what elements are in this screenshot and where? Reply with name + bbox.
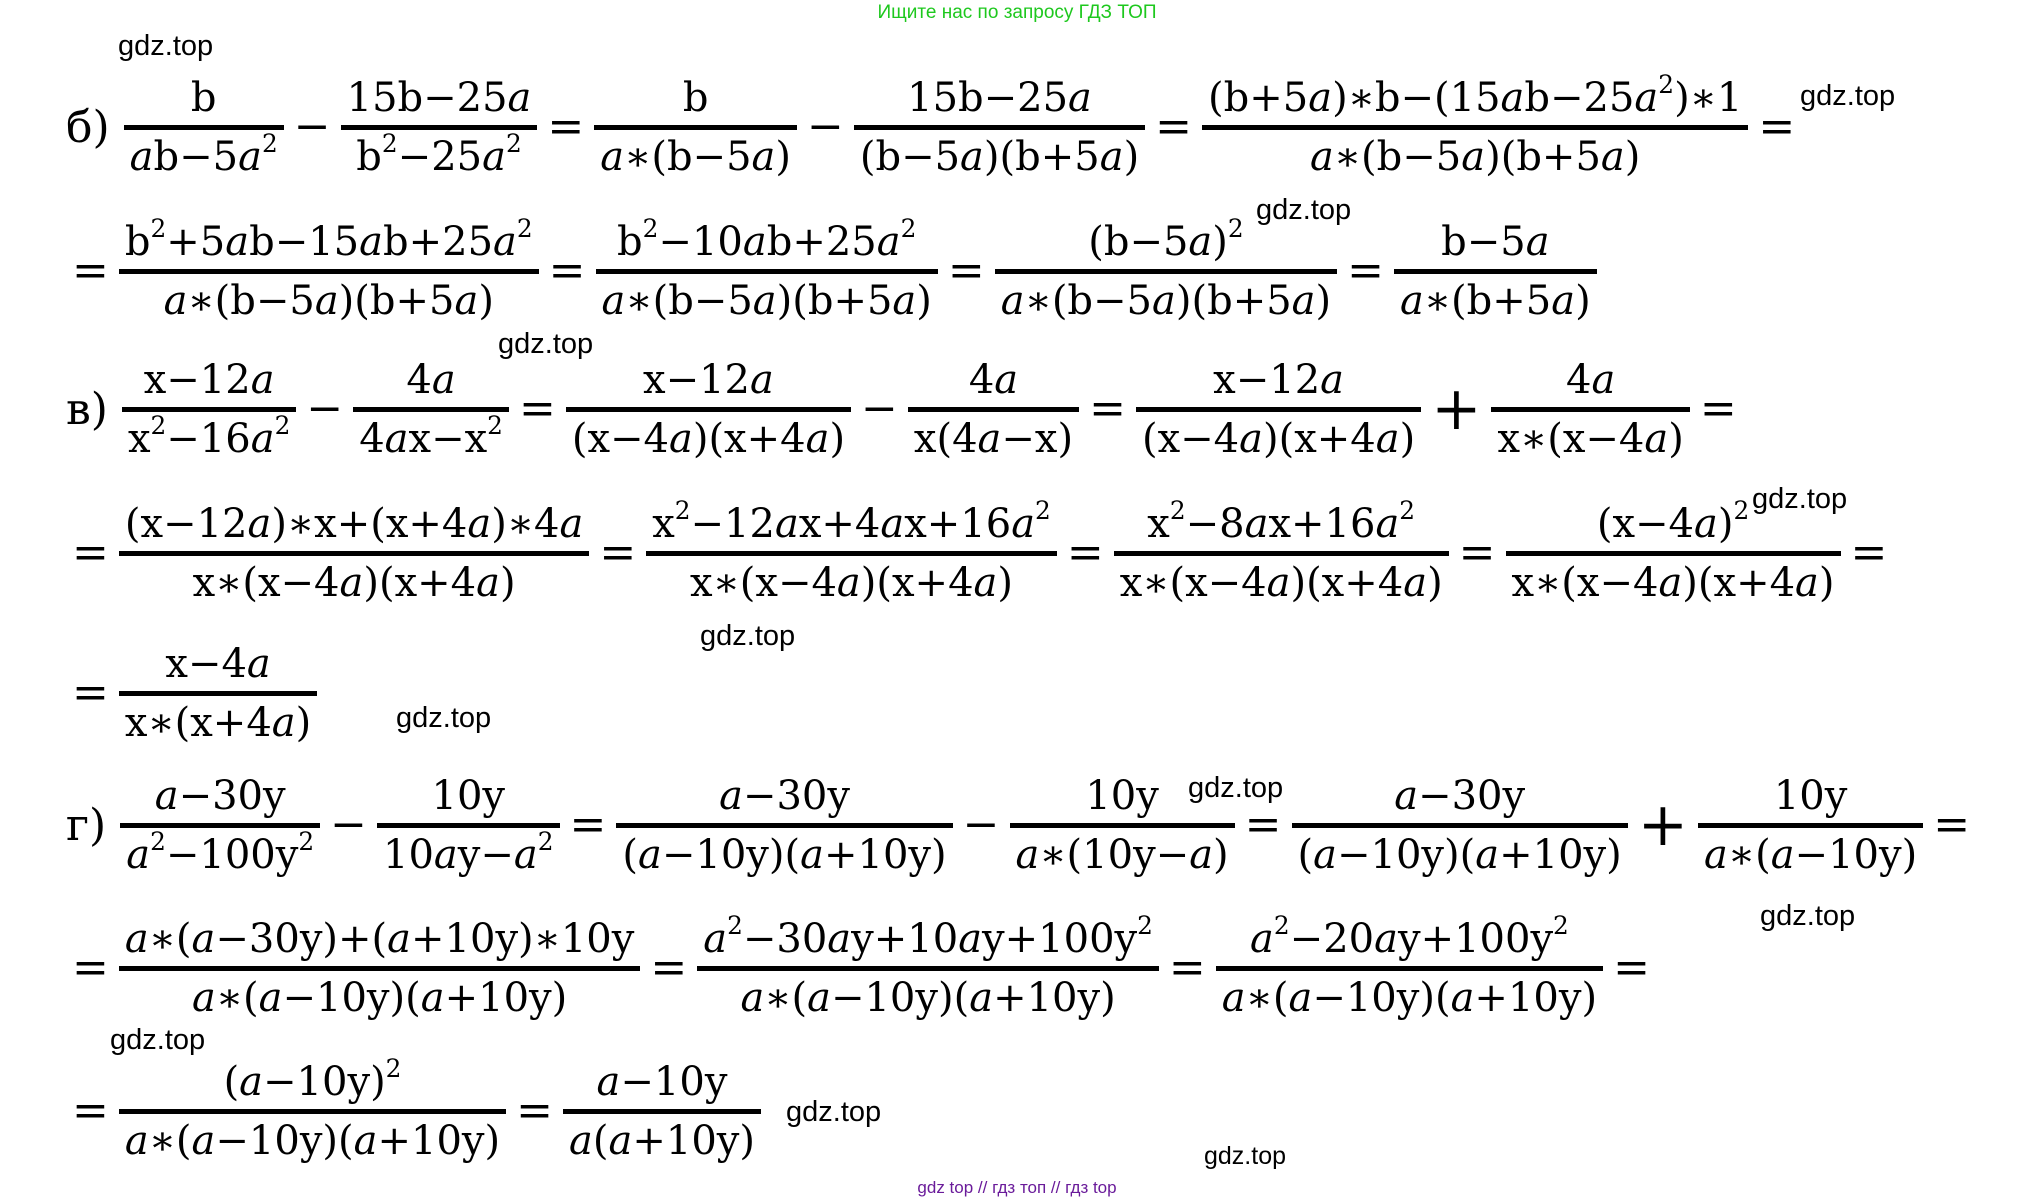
operator: − [806,101,844,152]
fraction-denominator: $4ax-x^2$ [359,410,503,462]
fraction-numerator: a∗(a−30y)+(a+10y)∗10y [124,915,635,962]
fraction [1010,769,1235,882]
fraction-numerator: $a^2-30ay+10ay+100y^2$ [703,910,1153,962]
fraction-numerator: a−10y [596,1058,728,1105]
operator: = [72,527,109,578]
operator: − [861,383,898,434]
fraction-denominator: (a−10y)(a+10y) [622,831,947,878]
fraction [1698,769,1923,882]
watermark: gdz.top [1800,80,1896,112]
fraction-numerator: x−12a [1213,356,1344,403]
fraction-numerator: $(x-4a)^2$ [1596,495,1750,547]
fraction-numerator: (x−12a)∗x+(x+4a)∗4a [124,500,584,547]
fraction-numerator: 10y [1085,772,1159,819]
fraction-numerator: b [190,74,217,121]
operator: = [569,799,607,850]
watermark: gdz.top [118,30,214,62]
fraction-denominator: x∗(x−4a)(x+4a) [690,559,1013,606]
operator: = [1155,101,1193,152]
fraction-numerator: $(b-5a)^2$ [1088,213,1244,265]
fraction-denominator: (b−5a)(b+5a) [859,133,1140,180]
fraction-numerator: 4a [1565,356,1616,403]
fraction-numerator: $x^2-12ax+4ax+16a^2$ [652,495,1051,547]
fraction-numerator: 4a [968,356,1019,403]
fraction-numerator: $b^2-10ab+25a^2$ [617,213,917,265]
fraction-numerator: a−30y [154,772,286,819]
fraction-denominator: $10ay-a^2$ [383,826,554,878]
fraction-denominator: $a^2-100y^2$ [126,826,315,878]
fraction-denominator: a∗(a−10y) [1704,831,1918,878]
operator: = [1613,942,1650,993]
watermark: gdz.top [1760,900,1856,932]
fraction-denominator: a∗(b−5a)(b+5a) [163,277,494,324]
fraction [1506,497,1841,610]
fraction-denominator: x∗(x−4a)(x+4a) [1119,559,1443,606]
part-g-line-3 [66,1053,765,1166]
fraction-numerator: $b^2+5ab-15ab+25a^2$ [124,213,533,265]
fraction-denominator: a∗(a−10y)(a+10y) [740,974,1116,1021]
fraction [119,1055,506,1168]
operator: = [516,1085,554,1136]
operator: − [330,799,367,850]
operator: = [72,245,109,296]
fraction-denominator: x∗(x−4a)(x+4a) [1511,559,1835,606]
part-v-line-2 [66,495,1893,608]
fraction [124,71,284,184]
operator: + [1637,790,1689,860]
fraction-numerator: x−4a [165,640,271,687]
fraction [596,215,938,328]
part-g-label: г) [66,799,107,851]
part-b-line-2 [66,213,1601,326]
fraction-numerator: 15b−25a [907,74,1092,121]
fraction-denominator: x∗(x−4a) [1497,415,1684,462]
fraction [1202,71,1748,184]
operator: + [1431,374,1482,444]
fraction [120,769,320,882]
operator: = [72,942,109,993]
fraction-numerator: $a^2-20ay+100y^2$ [1250,910,1569,962]
fraction-denominator: a∗(a−10y)(a+10y) [1221,974,1598,1021]
watermark: gdz.top [1188,772,1284,804]
fraction [995,215,1337,328]
fraction-numerator: 10y [1773,772,1848,819]
fraction-numerator: 4a [406,356,456,403]
part-b-line-1 [66,69,1801,182]
footer-links[interactable] [0,1178,2034,1198]
fraction-denominator: a∗(b−5a)(b+5a) [1310,133,1641,180]
watermark: gdz.top [1752,483,1848,515]
fraction-numerator: b [682,74,709,121]
part-g-line-1 [66,770,1976,880]
operator: = [72,1085,109,1136]
fraction [119,497,589,610]
operator: = [1699,383,1737,434]
fraction-denominator: a∗(a−10y)(a+10y) [191,974,568,1021]
fraction [697,912,1159,1025]
operator: = [1458,527,1496,578]
fraction-denominator: (x−4a)(x+4a) [571,415,846,462]
fraction-denominator: $b^2-25a^2$ [356,128,522,180]
fraction-denominator: (x−4a)(x+4a) [1141,415,1416,462]
part-b-label: б) [66,101,110,153]
operator: − [962,799,1000,850]
watermark: gdz.top [1256,194,1352,226]
fraction-numerator: 10y [431,772,506,819]
fraction [646,497,1057,610]
operator: = [1066,527,1104,578]
operator: = [518,383,556,434]
operator: − [306,383,344,434]
fraction-numerator: $x^2-8ax+16a^2$ [1147,495,1416,547]
part-v-line-1 [66,354,1743,464]
footer-links-text[interactable]: gdz top // гдз топ // гдз top [917,1178,1117,1197]
operator: = [72,667,109,718]
fraction-numerator: x−12a [643,356,774,403]
operator: = [1933,799,1971,850]
operator: = [1089,383,1126,434]
fraction [1394,215,1597,328]
watermark: gdz.top [396,702,492,734]
top-banner[interactable] [0,2,2034,24]
fraction-denominator: a∗(10y−a) [1015,831,1229,878]
fraction [1216,912,1603,1025]
fraction-denominator: x∗(x−4a)(x+4a) [192,559,516,606]
fraction [119,215,539,328]
watermark: gdz.top [700,620,796,652]
fraction-denominator: x(4a−x) [913,415,1074,462]
fraction [119,637,317,750]
operator: = [1244,799,1282,850]
operator: = [650,942,688,993]
fraction [908,353,1079,466]
fraction-denominator: a(a+10y) [569,1117,755,1164]
part-g-line-2 [66,910,1656,1023]
fraction-denominator: a∗(b−5a)(b+5a) [1000,277,1332,324]
fraction-numerator: x−12a [143,356,275,403]
fraction-denominator: $ab-5a^2$ [129,128,278,180]
operator: = [1758,101,1796,152]
fraction [594,71,797,184]
fraction [119,912,640,1025]
fraction-denominator: a∗(b−5a)(b+5a) [601,277,932,324]
fraction [341,71,538,184]
fraction-numerator: b−5a [1441,218,1550,265]
fraction [1491,353,1689,466]
fraction [566,353,851,466]
fraction-numerator: a−30y [1394,772,1526,819]
fraction-denominator: x∗(x+4a) [124,699,312,746]
fraction [1136,353,1421,466]
fraction-denominator: a∗(a−10y)(a+10y) [124,1117,501,1164]
fraction [122,353,296,466]
watermark: gdz.top [1204,1142,1287,1170]
fraction-denominator: a∗(b−5a) [600,133,791,180]
operator: = [599,527,637,578]
part-v-line-3 [66,638,321,748]
part-v-label: в) [66,383,108,435]
fraction [1292,769,1628,882]
fraction [854,71,1145,184]
operator: = [548,245,586,296]
fraction-numerator: a−30y [719,772,850,819]
operator: = [1168,942,1206,993]
fraction [1114,497,1449,610]
fraction-denominator: (a−10y)(a+10y) [1297,831,1622,878]
operator: = [1850,527,1888,578]
watermark: gdz.top [110,1024,206,1056]
fraction-numerator: 15b−25a [346,74,532,121]
top-banner-text[interactable]: Ищите нас по запросу ГДЗ ТОП [877,2,1157,23]
fraction-denominator: $x^2-16a^2$ [127,410,291,462]
fraction [353,353,509,466]
watermark: gdz.top [786,1096,882,1128]
operator: − [293,101,331,152]
fraction [377,769,560,882]
operator: = [947,245,985,296]
fraction-denominator: a∗(b+5a) [1400,277,1591,324]
fraction-numerator: $(b+5a)∗b-(15ab-25a^2)∗1$ [1208,69,1743,121]
operator: = [1347,245,1384,296]
fraction [563,1055,761,1168]
fraction [616,769,952,882]
watermark: gdz.top [498,328,594,360]
operator: = [547,101,585,152]
fraction-numerator: $(a-10y)^2$ [223,1053,402,1105]
